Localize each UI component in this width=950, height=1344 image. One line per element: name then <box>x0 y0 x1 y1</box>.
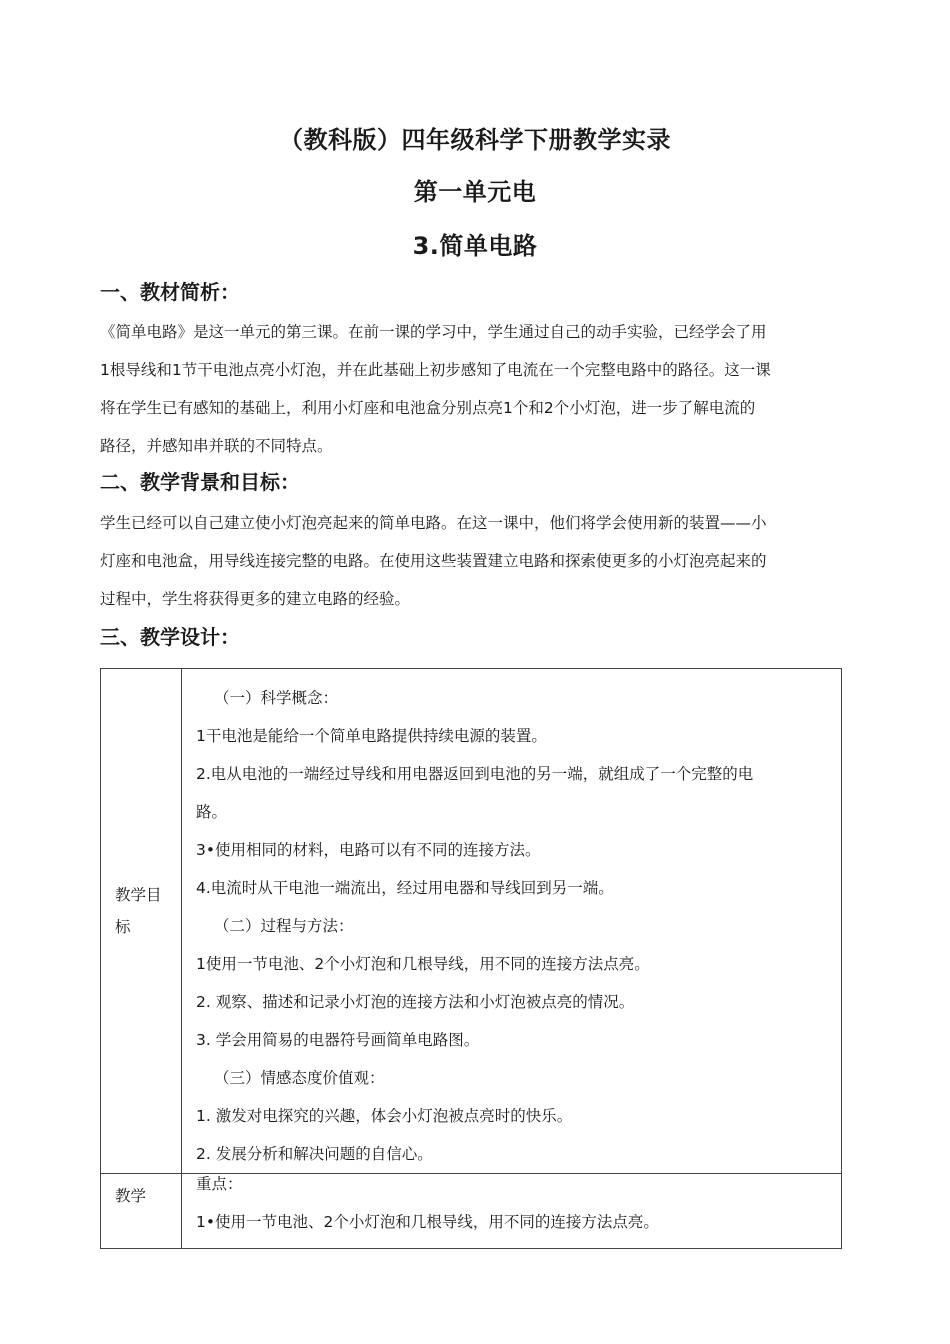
goals-line: 路。 <box>196 803 228 821</box>
unit-title: 第一单元电 <box>413 178 537 206</box>
goals-line: 2.电从电池的一端经过导线和用电器返回到电池的另一端，就组成了一个完整的电 <box>196 765 754 783</box>
goals-subheading: （三）情感态度价值观： <box>214 1069 385 1087</box>
goals-line: 1干电池是能给一个简单电路提供持续电源的装置。 <box>196 727 547 745</box>
paragraph-line: 1根导线和1节干电池点亮小灯泡，并在此基础上初步感知了电流在一个完整电路中的路径。这一课 <box>100 361 771 379</box>
goals-line: 4.电流时从干电池一端流出，经过用电器和导线回到另一端。 <box>196 879 614 897</box>
goals-line: 3•使用相同的材料，电路可以有不同的连接方法。 <box>196 841 541 859</box>
document-title: （教科版）四年级科学下册教学实录 <box>279 126 671 154</box>
goals-line: 2. 发展分析和解决问题的自信心。 <box>196 1145 433 1163</box>
goals-label-cell <box>101 669 182 1174</box>
key-label: 教学 <box>115 1187 147 1205</box>
goals-label-line: 标 <box>115 918 131 936</box>
paragraph-line: 灯座和电池盒，用导线连接完整的电路。在使用这些装置建立电路和探索使更多的小灯泡亮起来的 <box>100 552 767 570</box>
table-row-goals <box>101 669 842 1174</box>
section-heading-design: 三、教学设计： <box>100 625 240 649</box>
paragraph-line: 学生已经可以自己建立使小灯泡亮起来的简单电路。在这一课中，他们将学会使用新的装置——小 <box>100 514 767 532</box>
section-heading-background: 二、教学背景和目标： <box>100 470 300 494</box>
teaching-design-table <box>100 668 842 1249</box>
key-content-cell <box>182 1174 842 1249</box>
key-subheading: 重点： <box>196 1175 243 1193</box>
lesson-title: 3.简单电路 <box>412 232 538 260</box>
analysis-paragraph <box>100 313 845 465</box>
goals-line: 2. 观察、描述和记录小灯泡的连接方法和小灯泡被点亮的情况。 <box>196 993 635 1011</box>
key-label-cell <box>101 1174 182 1249</box>
table-row-key-points <box>101 1174 842 1249</box>
goals-line: 3. 学会用简易的电器符号画简单电路图。 <box>196 1031 480 1049</box>
paragraph-line: 过程中，学生将获得更多的建立电路的经验。 <box>100 590 411 608</box>
goals-content-cell <box>182 669 842 1174</box>
goals-line: 1使用一节电池、2个小灯泡和几根导线，用不同的连接方法点亮。 <box>196 955 650 973</box>
goals-line: 1. 激发对电探究的兴趣，体会小灯泡被点亮时的快乐。 <box>196 1107 573 1125</box>
goals-label-line: 教学目 <box>115 886 162 904</box>
paragraph-line: 将在学生已有感知的基础上，利用小灯座和电池盒分别点亮1个和2个小灯泡，进一步了解电流的 <box>100 399 756 417</box>
paragraph-line: 路径，并感知串并联的不同特点。 <box>100 437 333 455</box>
paragraph-line: 《简单电路》是这一单元的第三课。在前一课的学习中，学生通过自己的动手实验，已经学会了用 <box>100 323 767 341</box>
goals-subheading: （二）过程与方法： <box>214 917 354 935</box>
background-paragraph <box>100 504 845 618</box>
section-heading-analysis: 一、教材简析： <box>100 280 240 304</box>
key-line: 1•使用一节电池、2个小灯泡和几根导线，用不同的连接方法点亮。 <box>196 1213 659 1231</box>
goals-subheading: （一）科学概念： <box>214 689 339 707</box>
